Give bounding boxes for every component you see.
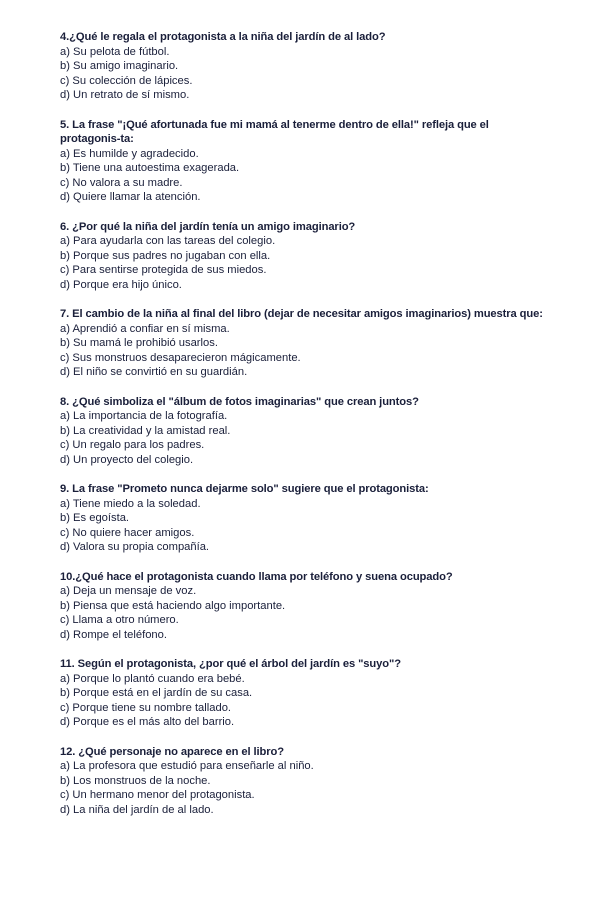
option-a: a) Deja un mensaje de voz. xyxy=(60,585,197,597)
question-10 xyxy=(60,570,550,643)
question-title: 9. La frase "Prometo nunca dejarme solo" sugiere que el protagonista: xyxy=(60,483,429,495)
option-list xyxy=(60,234,550,292)
option-d: d) Un retrato de sí mismo. xyxy=(60,89,190,101)
option-d: d) El niño se convirtió en su guardián. xyxy=(60,366,248,378)
option-list xyxy=(60,409,550,467)
question-title: 10.¿Qué hace el protagonista cuando llama por teléfono y suena ocupado? xyxy=(60,570,453,583)
option-a: a) Tiene miedo a la soledad. xyxy=(60,497,201,510)
option-list xyxy=(60,759,550,817)
question-5 xyxy=(60,118,550,205)
option-b: b) Porque sus padres no jugaban con ella. xyxy=(60,249,271,262)
option-d: d) Porque era hijo único. xyxy=(60,278,182,291)
question-6 xyxy=(60,220,550,293)
option-a: a) Su pelota de fútbol. xyxy=(60,45,170,58)
question-title: 4.¿Qué le regala el protagonista a la niña del jardín de al lado? xyxy=(60,31,386,43)
option-list xyxy=(60,497,550,555)
question-title: 6. ¿Por qué la niña del jardín tenía un amigo imaginario? xyxy=(60,220,356,233)
option-list xyxy=(60,322,550,380)
option-a: a) La profesora que estudió para enseñarle al niño. xyxy=(60,760,314,772)
question-9 xyxy=(60,482,550,555)
question-7 xyxy=(60,307,550,380)
question-title: 7. El cambio de la niña al final del libro (dejar de necesitar amigos imaginarios) muestra que: xyxy=(60,308,543,320)
question-4 xyxy=(60,30,550,103)
option-d: d) Porque es el más alto del barrio. xyxy=(60,716,235,728)
option-b: b) Es egoísta. xyxy=(60,512,130,524)
option-b: b) Su mamá le prohibió usarlos. xyxy=(60,337,218,349)
option-d: d) Valora su propia compañía. xyxy=(60,541,210,553)
option-b: b) Porque está en el jardín de su casa. xyxy=(60,687,253,699)
option-c: c) Para sentirse protegida de sus miedos. xyxy=(60,264,267,276)
option-d: d) La niña del jardín de al lado. xyxy=(60,803,214,816)
question-list xyxy=(60,30,550,832)
question-title: 5. La frase "¡Qué afortunada fue mi mamá al tenerme dentro de ella!" refleja que el protagonis-ta: xyxy=(60,118,489,145)
option-b: b) Tiene una autoestima exagerada. xyxy=(60,162,240,174)
option-a: a) Porque lo plantó cuando era bebé. xyxy=(60,672,245,685)
option-d: d) Quiere llamar la atención. xyxy=(60,191,201,203)
option-list xyxy=(60,672,550,730)
option-list xyxy=(60,147,550,205)
question-title: 11. Según el protagonista, ¿por qué el árbol del jardín es "suyo"? xyxy=(60,658,401,670)
option-b: b) Su amigo imaginario. xyxy=(60,60,179,72)
option-a: a) La importancia de la fotografía. xyxy=(60,410,228,422)
question-title: 12. ¿Qué personaje no aparece en el libro? xyxy=(60,745,284,758)
option-c: c) No valora a su madre. xyxy=(60,176,183,189)
option-a: a) Para ayudarla con las tareas del colegio. xyxy=(60,235,276,247)
question-12 xyxy=(60,745,550,818)
option-c: c) Llama a otro número. xyxy=(60,614,179,626)
option-a: a) Es humilde y agradecido. xyxy=(60,147,199,160)
question-11 xyxy=(60,657,550,730)
option-c: c) Su colección de lápices. xyxy=(60,74,193,87)
option-list xyxy=(60,45,550,103)
option-a: a) Aprendió a confiar en sí misma. xyxy=(60,322,230,335)
option-c: c) Un hermano menor del protagonista. xyxy=(60,789,255,801)
option-c: c) No quiere hacer amigos. xyxy=(60,526,195,539)
option-b: b) Los monstruos de la noche. xyxy=(60,774,211,787)
question-title: 8. ¿Qué simboliza el "álbum de fotos imaginarias" que crean juntos? xyxy=(60,395,419,408)
option-d: d) Rompe el teléfono. xyxy=(60,628,167,641)
option-b: b) Piensa que está haciendo algo importante. xyxy=(60,599,286,612)
option-c: c) Un regalo para los padres. xyxy=(60,439,205,451)
option-d: d) Un proyecto del colegio. xyxy=(60,453,194,466)
option-list xyxy=(60,584,550,642)
option-c: c) Porque tiene su nombre tallado. xyxy=(60,701,232,714)
question-8 xyxy=(60,395,550,468)
option-b: b) La creatividad y la amistad real. xyxy=(60,424,231,437)
option-c: c) Sus monstruos desaparecieron mágicamente. xyxy=(60,351,301,364)
